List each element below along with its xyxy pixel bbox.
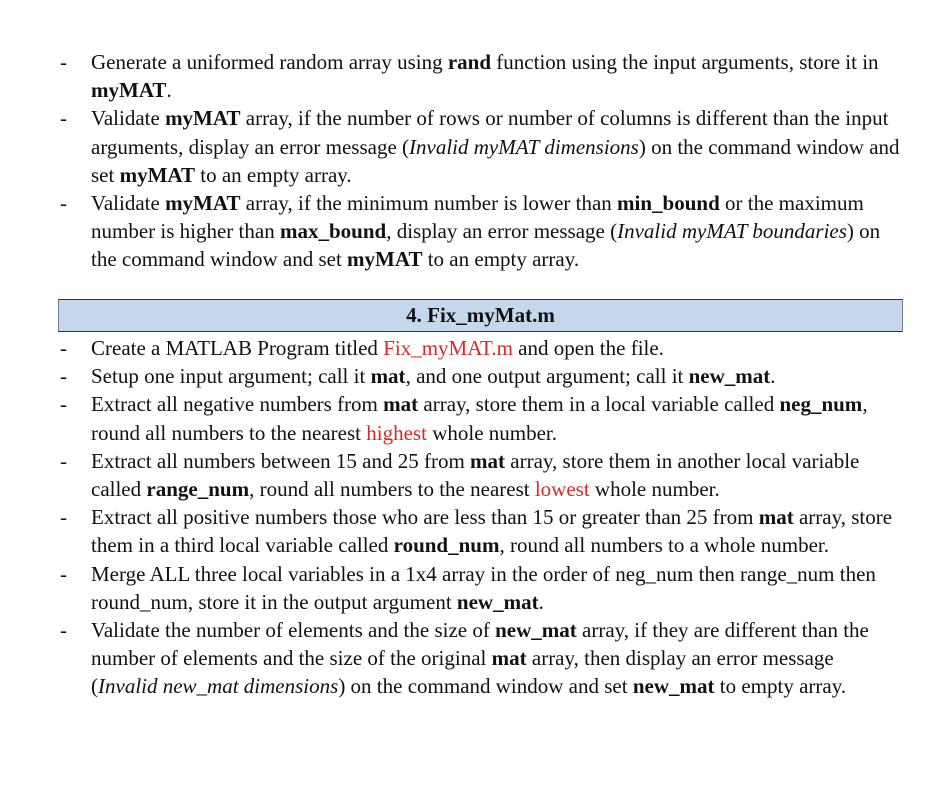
list-item-text [91, 505, 892, 557]
bold-term: myMAT [165, 106, 241, 131]
bold-term: myMAT [165, 191, 241, 216]
section-header [58, 299, 903, 332]
requirements-list-fix-mymat [58, 334, 903, 701]
bold-term: max_bound [279, 219, 387, 244]
text-segment: Extract all negative numbers from [91, 392, 384, 417]
bold-term: myMAT [347, 247, 423, 272]
bold-term: mat [383, 392, 419, 417]
bold-term: min_bound [617, 191, 720, 216]
list-item-text [91, 364, 776, 388]
bold-term: mat [470, 448, 506, 473]
bold-term: new_mat [456, 589, 539, 614]
text-segment: , round all numbers to the nearest [91, 392, 868, 445]
text-segment: Validate [91, 106, 166, 131]
highlighted-term: Fix_myMAT.m [383, 336, 513, 360]
bullet-dash: - [60, 392, 67, 417]
list-item [58, 447, 903, 503]
text-segment: Generate a uniformed random array using [91, 50, 448, 74]
text-segment: and open the file. [512, 336, 664, 360]
list-item [58, 503, 903, 559]
list-item [58, 334, 903, 362]
italic-message: Invalid myMAT boundaries [617, 219, 847, 244]
bold-term: myMAT [91, 78, 167, 103]
text-segment: Extract all numbers between 15 and 25 from [91, 448, 471, 473]
bullet-dash: - [60, 364, 67, 389]
bold-term: mat [758, 505, 794, 530]
text-segment: , display an error message ( [386, 219, 618, 244]
section-title: 4. Fix_myMat.m [406, 303, 555, 327]
text-segment: . [538, 589, 544, 614]
text-segment: ) on the command window and set [91, 134, 900, 187]
text-segment: ) on the command window and set [338, 674, 633, 699]
bold-term: new_mat [632, 674, 715, 699]
list-item [58, 560, 903, 616]
text-segment: Setup one input argument; call it [91, 364, 371, 389]
list-item [58, 48, 903, 104]
list-item-text [91, 336, 664, 360]
text-segment: to an empty array. [422, 247, 580, 272]
bold-term: mat [370, 364, 406, 389]
text-segment: array, store them in another local variable called [91, 448, 860, 502]
bold-term: rand [447, 50, 492, 74]
text-segment: whole number. [426, 420, 557, 445]
highlighted-term: highest [366, 420, 427, 445]
text-segment: Validate [91, 191, 166, 216]
bullet-dash: - [60, 618, 67, 643]
text-segment: array, if the minimum number is lower than [240, 191, 618, 216]
text-segment: . [770, 364, 776, 389]
text-segment: Extract all positive numbers those who are less than 15 or greater than 25 from [91, 505, 759, 530]
list-item [58, 362, 903, 390]
text-segment: array, then display an error message ( [91, 646, 834, 699]
bullet-dash: - [60, 336, 67, 360]
bold-term: myMAT [119, 162, 196, 187]
bullet-dash: - [60, 561, 67, 586]
list-item [58, 616, 903, 701]
list-item-text [91, 392, 868, 444]
requirements-list-top [58, 48, 903, 274]
text-segment: array, if the number of rows or number of columns is different than the input arguments, display an error message ( [91, 106, 889, 159]
text-segment: ) on the command window and set [91, 219, 881, 272]
text-segment: Merge ALL three local variables in a 1x4 array in the order of neg_num then range_num then round_num, store it in the output argument [91, 561, 876, 614]
text-segment: or the maximum number is higher than [91, 191, 864, 244]
text-segment: Validate the number of elements and the size of [91, 618, 496, 643]
bullet-dash: - [60, 50, 67, 74]
text-segment: function using the input arguments, store it in [491, 50, 879, 74]
bullet-dash: - [60, 505, 67, 530]
italic-message: Invalid myMAT dimensions [409, 134, 639, 159]
highlighted-term: lowest [534, 477, 590, 502]
bold-term: new_mat [495, 618, 577, 643]
list-item-text [91, 106, 900, 186]
text-segment: . [166, 78, 172, 103]
text-segment: array, if they are different than the number of elements and the size of the original [91, 618, 869, 671]
bold-term: neg_num [779, 392, 863, 417]
text-segment: array, store them in a local variable called [418, 392, 780, 417]
bullet-dash: - [60, 448, 67, 473]
bullet-dash: - [60, 191, 67, 216]
text-segment: to empty array. [714, 674, 847, 699]
list-item-text [91, 449, 859, 501]
list-item-text [91, 191, 880, 271]
text-segment: , round all numbers to the nearest [249, 477, 535, 502]
italic-message: Invalid new_mat dimensions [98, 674, 339, 699]
text-segment: , round all numbers to a whole number. [499, 533, 829, 558]
bold-term: range_num [146, 477, 250, 502]
text-segment: , and one output argument; call it [405, 364, 689, 389]
bullet-dash: - [60, 106, 67, 131]
text-segment: array, store them in a third local variable called [91, 505, 893, 558]
text-segment: to an empty array. [195, 162, 352, 187]
list-item-text [91, 562, 876, 614]
text-segment: Create a MATLAB Program titled [91, 336, 384, 360]
list-item-text [91, 50, 879, 102]
bold-term: round_num [393, 533, 500, 558]
text-segment: whole number. [589, 477, 720, 502]
list-item [58, 390, 903, 446]
bold-term: mat [491, 646, 527, 671]
list-item [58, 189, 903, 274]
bold-term: new_mat [688, 364, 771, 389]
list-item [58, 104, 903, 189]
list-item-text [91, 618, 869, 698]
